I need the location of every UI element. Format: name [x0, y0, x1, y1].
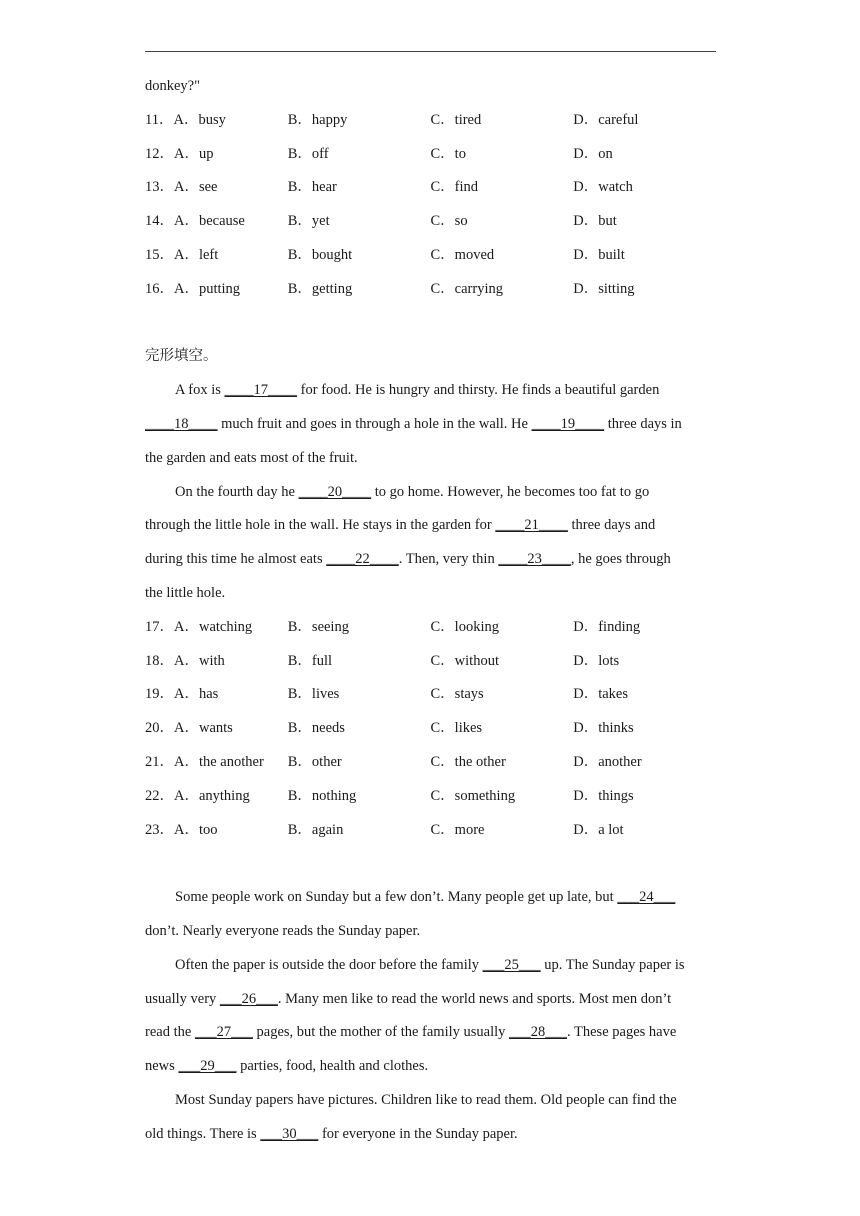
paragraph-line: Most Sunday papers have pictures. Children like to read them. Old people can find the [175, 1091, 677, 1108]
option-b: B．bought [287, 246, 353, 263]
option-a: 18．A．with [145, 652, 225, 669]
question-row-11 [145, 104, 716, 138]
paragraph-line: ____18____ much fruit and goes in through a hole in the wall. He ____19____ three days in [145, 408, 716, 442]
blank-27: ___27___ [194, 1024, 253, 1041]
option-b: B．yet [287, 213, 330, 230]
blank-24: ___24___ [617, 889, 676, 906]
option-a: 20．A．wants [145, 720, 233, 737]
option-b: B．again [287, 821, 344, 838]
question-row-21 [145, 746, 716, 780]
paragraph-line: the little hole. [145, 584, 226, 601]
option-d: D．another [573, 753, 642, 770]
option-c: C．to [430, 145, 466, 162]
option-a: 22．A．anything [145, 787, 250, 804]
option-d: D．watch [573, 179, 633, 196]
option-a: 23．A．too [145, 821, 218, 838]
blank-26: ___26___ [219, 990, 278, 1007]
paragraph-line: don’t. Nearly everyone reads the Sunday paper. [145, 922, 421, 939]
blank-20: ____20____ [298, 483, 372, 500]
question-set-2 [145, 611, 716, 848]
option-b: B．off [287, 145, 329, 162]
paragraph-line: news ___29___ parties, food, health and clothes. [145, 1050, 716, 1084]
option-d: D．but [573, 213, 617, 230]
option-c: C．without [430, 652, 499, 669]
option-c: C．looking [430, 618, 499, 635]
option-c: C．carrying [430, 280, 503, 297]
option-b: B．getting [287, 280, 353, 297]
option-d: D．careful [573, 111, 639, 128]
option-c: C．stays [430, 686, 484, 703]
blank-29: ___29___ [178, 1058, 237, 1075]
option-b: B．full [287, 652, 333, 669]
paragraph-line: during this time he almost eats ____22____. Then, very thin ____23____, he goes through [145, 543, 716, 577]
paragraph-line: Often the paper is outside the door before the family ___25___ up. The Sunday paper is [145, 949, 716, 983]
paragraph-line: the garden and eats most of the fruit. [145, 449, 358, 466]
option-b: B．nothing [287, 787, 357, 804]
option-c: C．find [430, 179, 479, 196]
blank-30: ___30___ [260, 1125, 319, 1142]
question-row-18 [145, 645, 716, 679]
option-c: C．the other [430, 753, 506, 770]
option-a: 14．A．because [145, 213, 245, 230]
option-d: D．takes [573, 686, 629, 703]
paragraph-line: A fox is ____17____ for food. He is hungry and thirsty. He finds a beautiful garden [145, 374, 716, 408]
question-row-14 [145, 205, 716, 239]
blank-21: ____21____ [495, 517, 568, 534]
blank-18: ____18____ [145, 415, 218, 432]
question-row-12 [145, 138, 716, 172]
option-a: 16．A．putting [145, 280, 241, 297]
question-row-17 [145, 611, 716, 645]
option-d: D．a lot [573, 821, 624, 838]
option-b: B．needs [287, 720, 345, 737]
question-row-22 [145, 780, 716, 814]
option-a: 12．A．up [145, 145, 214, 162]
blank-28: ___28___ [509, 1024, 568, 1041]
option-d: D．sitting [573, 280, 635, 297]
option-b: B．seeing [287, 618, 349, 635]
question-row-19 [145, 678, 716, 712]
blank-23: ____23____ [498, 551, 571, 568]
option-c: C．likes [430, 720, 483, 737]
question-row-20 [145, 712, 716, 746]
passage-fox [145, 374, 716, 611]
section-title: 完形填空。 [145, 348, 218, 365]
option-a: 13．A．see [145, 179, 218, 196]
paragraph-line: old things. There is ___30___ for everyone in the Sunday paper. [145, 1118, 716, 1152]
option-a: 15．A．left [145, 246, 219, 263]
question-row-13 [145, 171, 716, 205]
option-b: B．other [287, 753, 342, 770]
paragraph-line: read the ___27___ pages, but the mother of the family usually ___28___. These pages have [145, 1016, 716, 1050]
option-c: C．more [430, 821, 485, 838]
option-c: C．so [430, 213, 468, 230]
document-page [145, 70, 716, 1152]
paragraph-line: Some people work on Sunday but a few don’t. Many people get up late, but ___24___ [145, 881, 716, 915]
option-d: D．lots [573, 652, 620, 669]
option-b: B．hear [287, 179, 337, 196]
option-d: D．finding [573, 618, 641, 635]
question-row-16 [145, 273, 716, 307]
blank-22: ____22____ [326, 551, 399, 568]
paragraph-line: On the fourth day he ____20____ to go home. However, he becomes too fat to go [145, 476, 716, 510]
option-d: D．on [573, 145, 613, 162]
option-d: D．things [573, 787, 634, 804]
blank-19: ____19____ [531, 415, 605, 432]
option-b: B．lives [287, 686, 340, 703]
question-set-1 [145, 104, 716, 307]
option-d: D．thinks [573, 720, 634, 737]
option-c: C．something [430, 787, 516, 804]
option-a: 17．A．watching [145, 618, 253, 635]
blank-25: ___25___ [482, 956, 541, 973]
question-row-23 [145, 814, 716, 848]
blank-17: ____17____ [224, 382, 298, 399]
option-b: B．happy [287, 111, 348, 128]
option-a: 19．A．has [145, 686, 219, 703]
option-c: C．moved [430, 246, 495, 263]
option-d: D．built [573, 246, 625, 263]
option-a: 21．A．the another [145, 753, 264, 770]
question-row-15 [145, 239, 716, 273]
option-a: 11．A．busy [145, 111, 226, 128]
option-c: C．tired [430, 111, 482, 128]
header-rule [145, 51, 716, 52]
paragraph-line: through the little hole in the wall. He stays in the garden for ____21____ three days and [145, 509, 716, 543]
paragraph-line: usually very ___26___. Many men like to read the world news and sports. Most men don’t [145, 983, 716, 1017]
passage-sunday-paper [145, 881, 716, 1151]
header-text: donkey?" [145, 78, 201, 94]
